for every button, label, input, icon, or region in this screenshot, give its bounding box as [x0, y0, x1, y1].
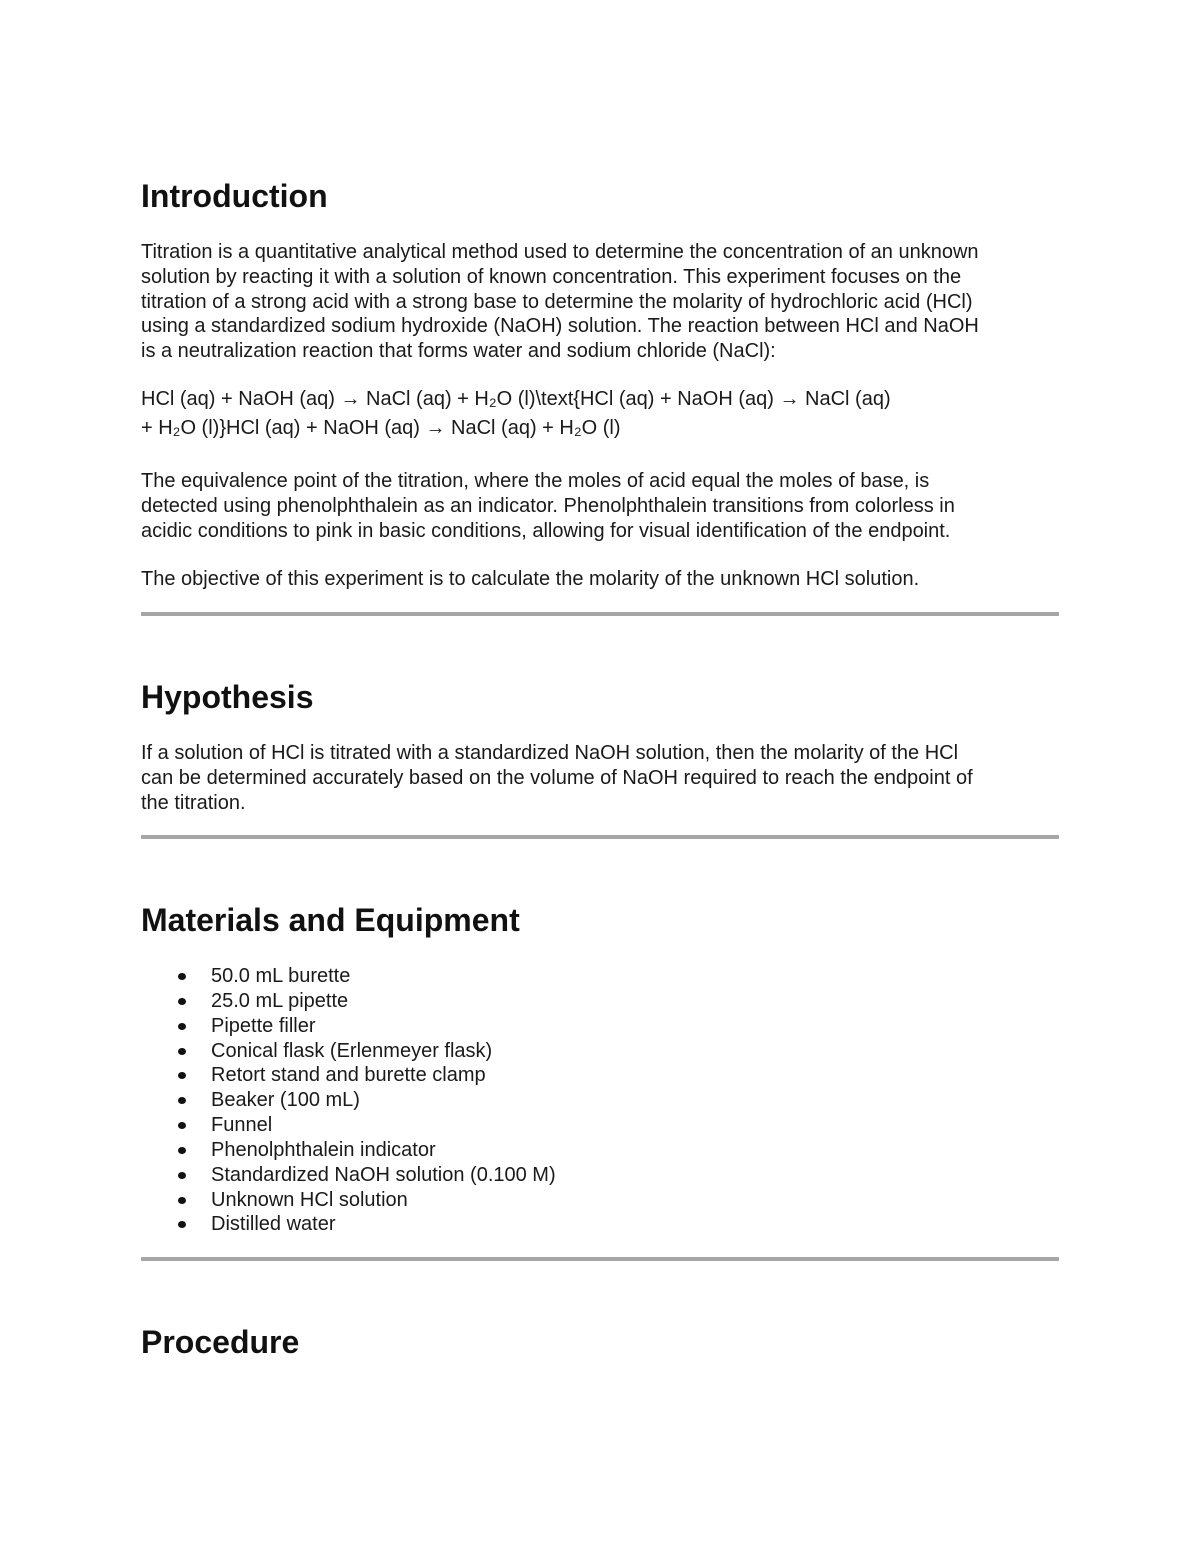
list-item: [141, 989, 1061, 1014]
bullet-icon: [178, 1172, 186, 1179]
text-line: titration of a strong acid with a strong base to determine the molarity of hydrochloric acid (HCl): [141, 290, 973, 313]
list-item: [141, 1138, 1061, 1163]
list-item-label: Standardized NaOH solution (0.100 M): [211, 1163, 556, 1186]
bullet-icon: [178, 1048, 186, 1055]
list-item: [141, 1113, 1061, 1138]
text-line: is a neutralization reaction that forms water and sodium chloride (NaCl):: [141, 340, 776, 363]
list-item: [141, 1063, 1061, 1088]
list-item: [141, 1088, 1061, 1113]
bullet-icon: [178, 1072, 186, 1079]
list-item-label: Retort stand and burette clamp: [211, 1064, 486, 1087]
text-line: can be determined accurately based on the volume of NaOH required to reach the endpoint of: [141, 766, 973, 789]
list-item-label: Funnel: [211, 1114, 273, 1137]
list-item-label: Unknown HCl solution: [211, 1188, 408, 1211]
introduction-heading: Introduction: [141, 178, 328, 214]
equation-line: HCl (aq) + NaOH (aq) → NaCl (aq) + H₂O (l)\text{HCl (aq) + NaOH (aq) → NaCl (aq): [141, 388, 891, 410]
reaction-equation: [141, 385, 1061, 442]
list-item-label: Conical flask (Erlenmeyer flask): [211, 1039, 493, 1062]
text-line: the titration.: [141, 791, 246, 814]
bullet-icon: [178, 973, 186, 980]
text-line: solution by reacting it with a solution of known concentration. This experiment focuses on the: [141, 265, 962, 288]
bullet-icon: [178, 1122, 186, 1129]
list-item: [141, 1212, 1061, 1237]
list-item: [141, 1188, 1061, 1213]
procedure-heading: Procedure: [141, 1324, 300, 1360]
section-divider: [141, 1257, 1059, 1261]
bullet-icon: [178, 1097, 186, 1104]
bullet-icon: [178, 1221, 186, 1228]
list-item: [141, 1014, 1061, 1039]
materials-heading: Materials and Equipment: [141, 902, 520, 938]
materials-list: [141, 964, 1061, 1237]
text-line: acidic conditions to pink in basic conditions, allowing for visual identification of the endpoint.: [141, 519, 951, 542]
list-item: [141, 964, 1061, 989]
introduction-paragraph-1: [141, 240, 1061, 364]
bullet-icon: [178, 1147, 186, 1154]
section-divider: [141, 835, 1059, 839]
list-item-label: 25.0 mL pipette: [211, 989, 349, 1012]
text-line: Titration is a quantitative analytical method used to determine the concentration of an unknown: [141, 241, 979, 263]
bullet-icon: [178, 998, 186, 1005]
text-line: using a standardized sodium hydroxide (NaOH) solution. The reaction between HCl and NaOH: [141, 315, 979, 338]
introduction-paragraph-2: [141, 469, 1061, 543]
equation-line: + H₂O (l)}HCl (aq) + NaOH (aq) → NaCl (aq) + H₂O (l): [141, 416, 621, 439]
introduction-objective: The objective of this experiment is to calculate the molarity of the unknown HCl solution.: [141, 568, 920, 590]
list-item-label: 50.0 mL burette: [211, 965, 351, 987]
bullet-icon: [178, 1197, 186, 1204]
section-divider: [141, 612, 1059, 616]
list-item: [141, 1163, 1061, 1188]
hypothesis-paragraph: [141, 741, 1061, 815]
text-line: If a solution of HCl is titrated with a standardized NaOH solution, then the molarity of the HCl: [141, 742, 959, 764]
text-line: The equivalence point of the titration, where the moles of acid equal the moles of base, is: [141, 470, 930, 492]
list-item: [141, 1039, 1061, 1064]
list-item-label: Phenolphthalein indicator: [211, 1138, 436, 1161]
list-item-label: Beaker (100 mL): [211, 1089, 360, 1112]
list-item-label: Distilled water: [211, 1213, 336, 1236]
text-line: detected using phenolphthalein as an indicator. Phenolphthalein transitions from colorless in: [141, 494, 955, 517]
bullet-icon: [178, 1023, 186, 1030]
hypothesis-heading: Hypothesis: [141, 679, 314, 715]
list-item-label: Pipette filler: [211, 1014, 316, 1037]
